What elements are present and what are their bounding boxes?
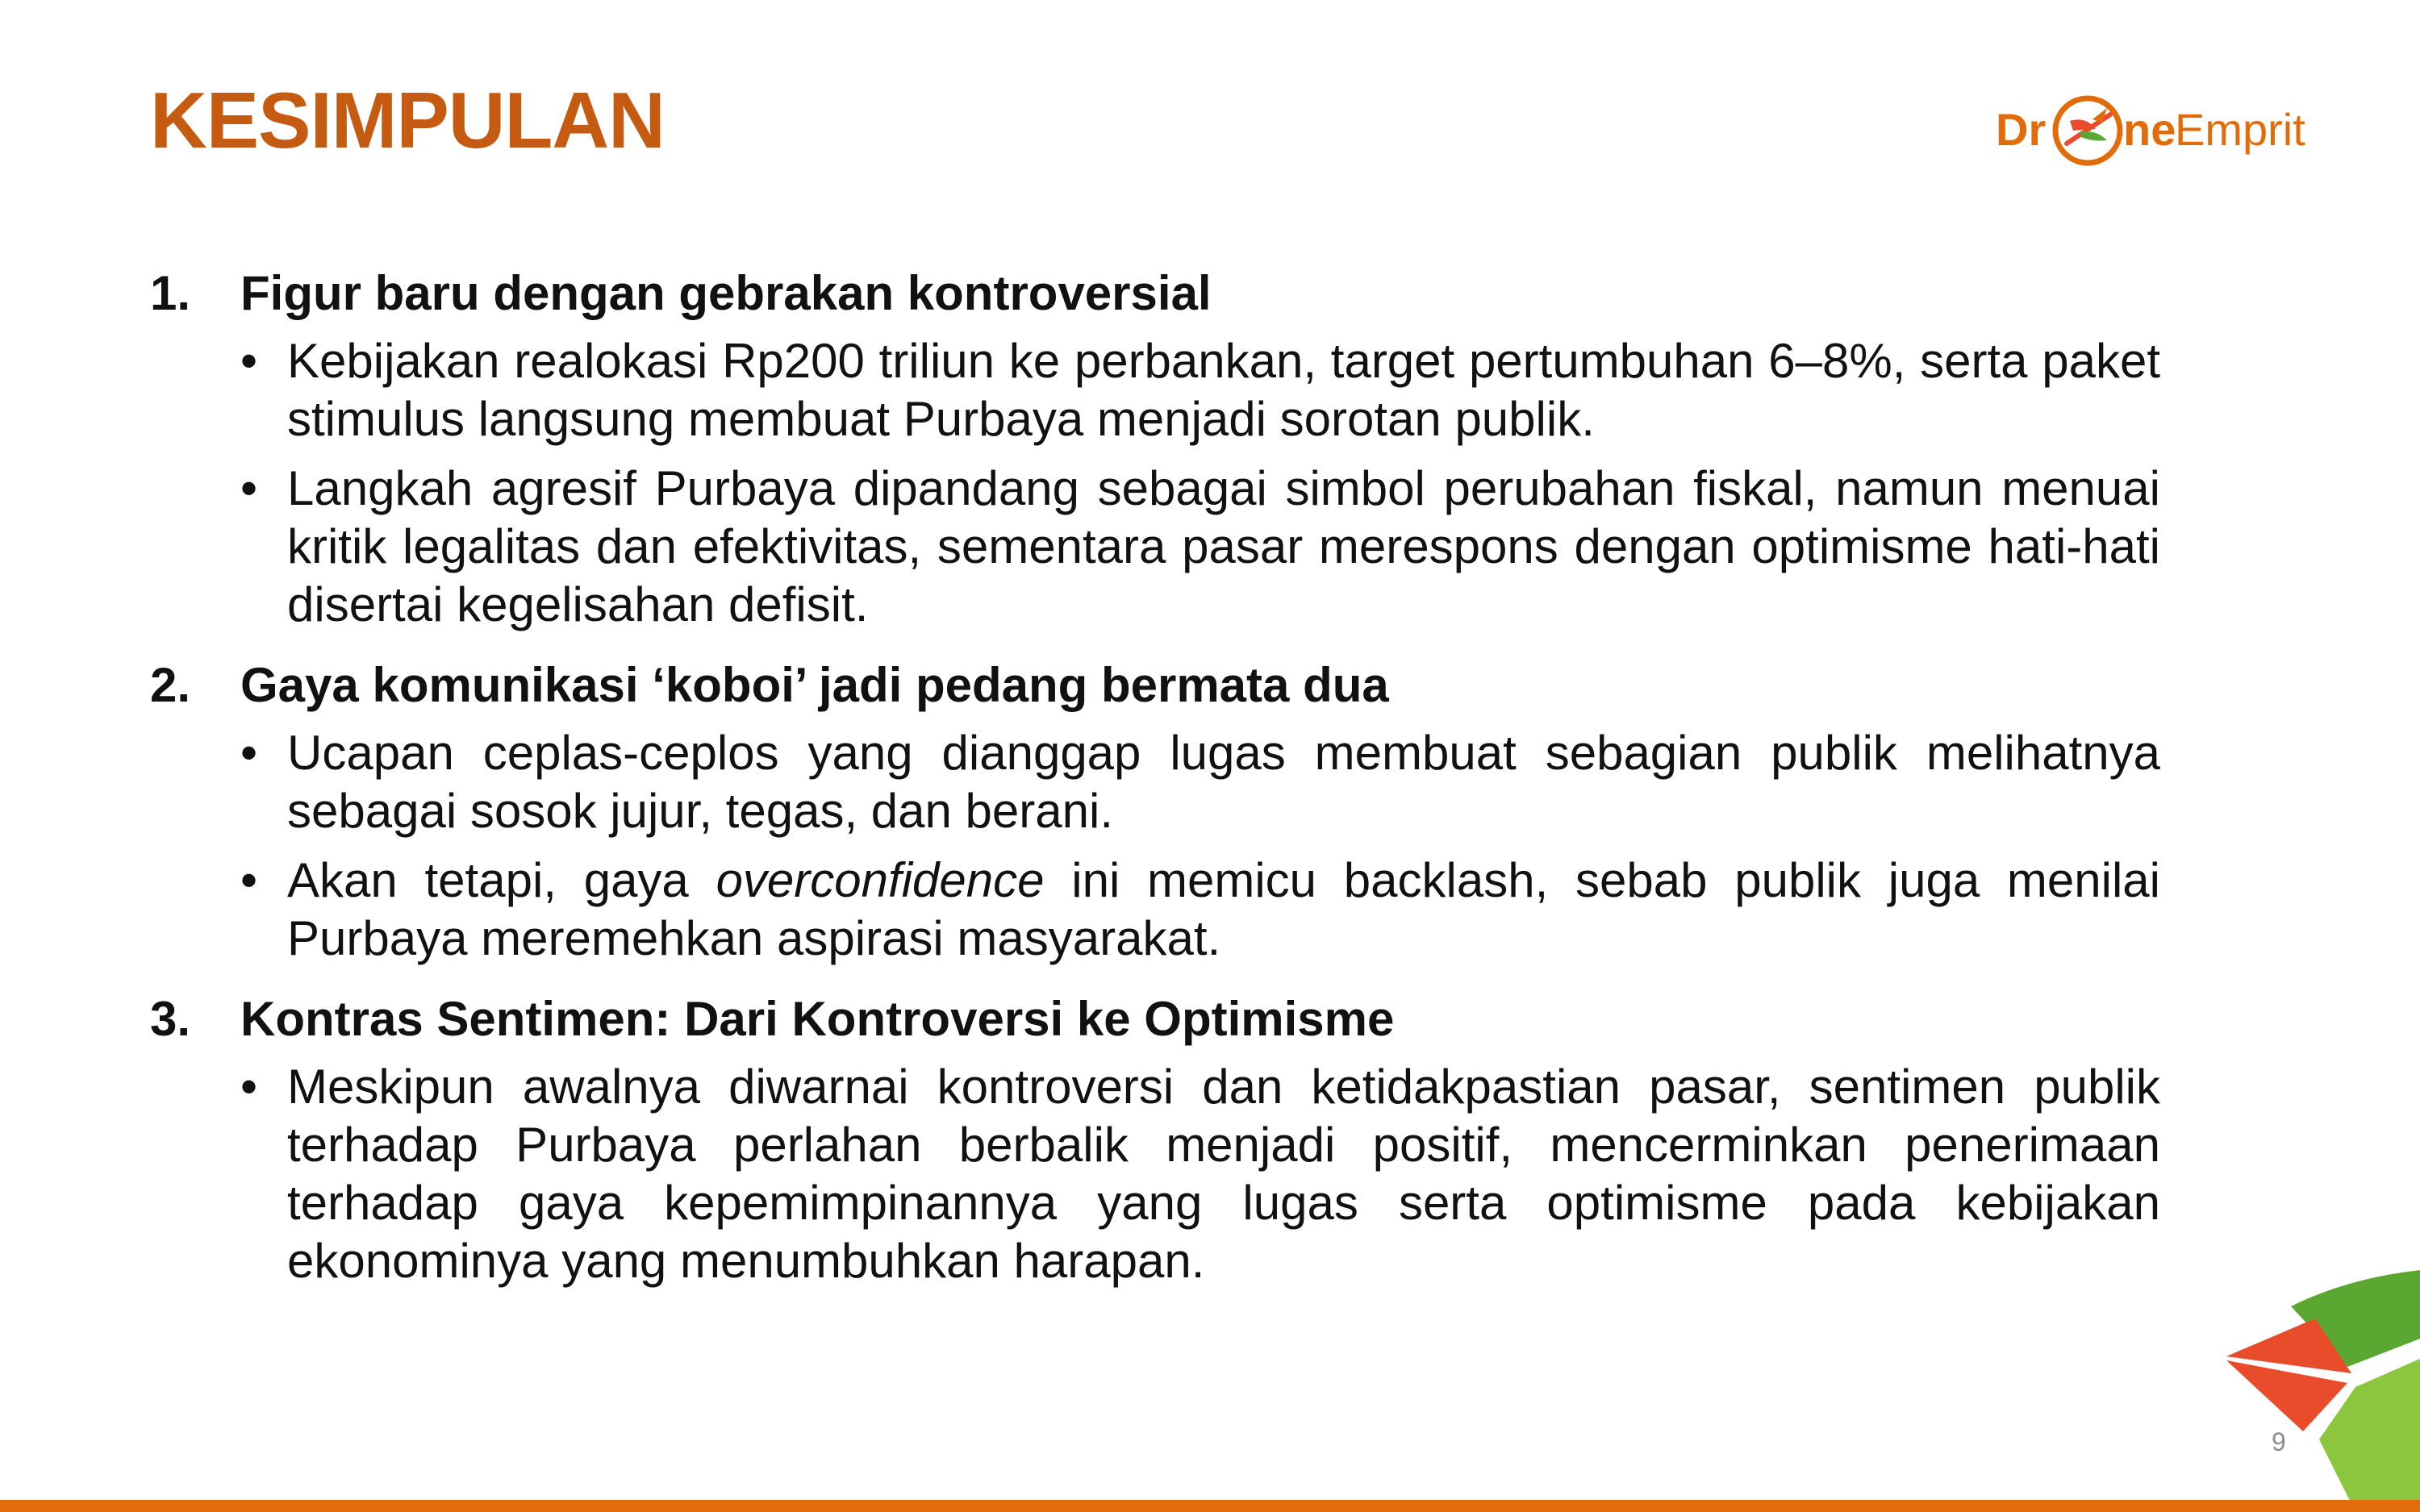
section-heading-text: Kontras Sentimen: Dari Kontroversi ke Optimisme [240, 992, 1395, 1046]
section-heading-text: Gaya komunikasi ‘koboi’ jadi pedang bermata dua [240, 658, 1389, 712]
section-number: 2. [150, 658, 191, 712]
bullet-marker: • [240, 334, 258, 388]
conclusion-section-2 [150, 656, 2160, 968]
section-number: 1. [150, 266, 191, 320]
red-shape-lower [2226, 1360, 2347, 1431]
drone-emprit-logo [1996, 84, 2318, 177]
section-heading-text: Figur baru dengan gebrakan kontroversial [240, 266, 1212, 320]
bullet-item [240, 852, 2161, 968]
bullet-text: Langkah agresif Purbaya dipandang sebagai simbol perubahan fiskal, namun menuai kritik legalitas dan efektivitas, sementara pasar merespons dengan optimisme hati-hati disertai kegelisahan defisit. [287, 461, 2160, 631]
bullet-list [150, 1058, 2160, 1290]
bullet-text: Ucapan ceplas-ceplos yang dianggap lugas membuat sebagian publik melihatnya sebagai sosok jujur, tegas, dan berani. [287, 726, 2160, 838]
section-number: 3. [150, 992, 191, 1046]
section-heading [150, 656, 2160, 714]
bullet-text-italic: overconfidence [716, 853, 1045, 907]
bullet-item [240, 724, 2160, 840]
bullet-text-after: ini memicu backlash, sebab publik juga menilai Purbaya meremehkan aspirasi masyarakat. [287, 853, 2161, 965]
conclusion-list [150, 264, 2160, 1313]
section-heading [150, 264, 2160, 323]
bullet-text: Meskipun awalnya diwarnai kontroversi dan ketidakpastian pasar, sentimen publik terhadap Purbaya perlahan berbalik menjadi positif, mencerminkan penerimaan terhadap gaya kepemimpinannya yang lugas serta optimisme pada kebijakan ekonominya yang menumbuhkan harapan. [287, 1060, 2160, 1288]
bottom-accent-bar [0, 1500, 2420, 1512]
bullet-item [240, 460, 2160, 634]
bullet-text-before: Akan tetapi, gaya [287, 853, 716, 907]
bullet-item [240, 332, 2160, 448]
section-heading [150, 990, 2160, 1048]
bullet-list [150, 332, 2160, 634]
conclusion-section-3 [150, 990, 2160, 1290]
bullet-item [240, 1058, 2160, 1290]
bullet-marker: • [240, 461, 258, 515]
bullet-marker: • [240, 1060, 258, 1114]
bullet-text: Kebijakan realokasi Rp200 triliun ke perbankan, target pertumbuhan 6–8%, serta paket stimulus langsung membuat Purbaya menjadi sorotan publik. [287, 334, 2160, 446]
page-number: 9 [2272, 1427, 2286, 1456]
corner-decoration [2226, 1270, 2420, 1512]
logo-text-ne: ne [2123, 104, 2176, 155]
bullet-list [150, 724, 2160, 968]
conclusion-section-1 [150, 264, 2160, 634]
slide-title: KESIMPULAN [150, 76, 665, 165]
logo-text-emprit: Emprit [2175, 104, 2305, 155]
logo-text-dr: Dr [1996, 104, 2047, 155]
bullet-marker: • [240, 853, 258, 907]
bullet-marker: • [240, 726, 258, 780]
drone-bird-icon [2055, 98, 2120, 163]
